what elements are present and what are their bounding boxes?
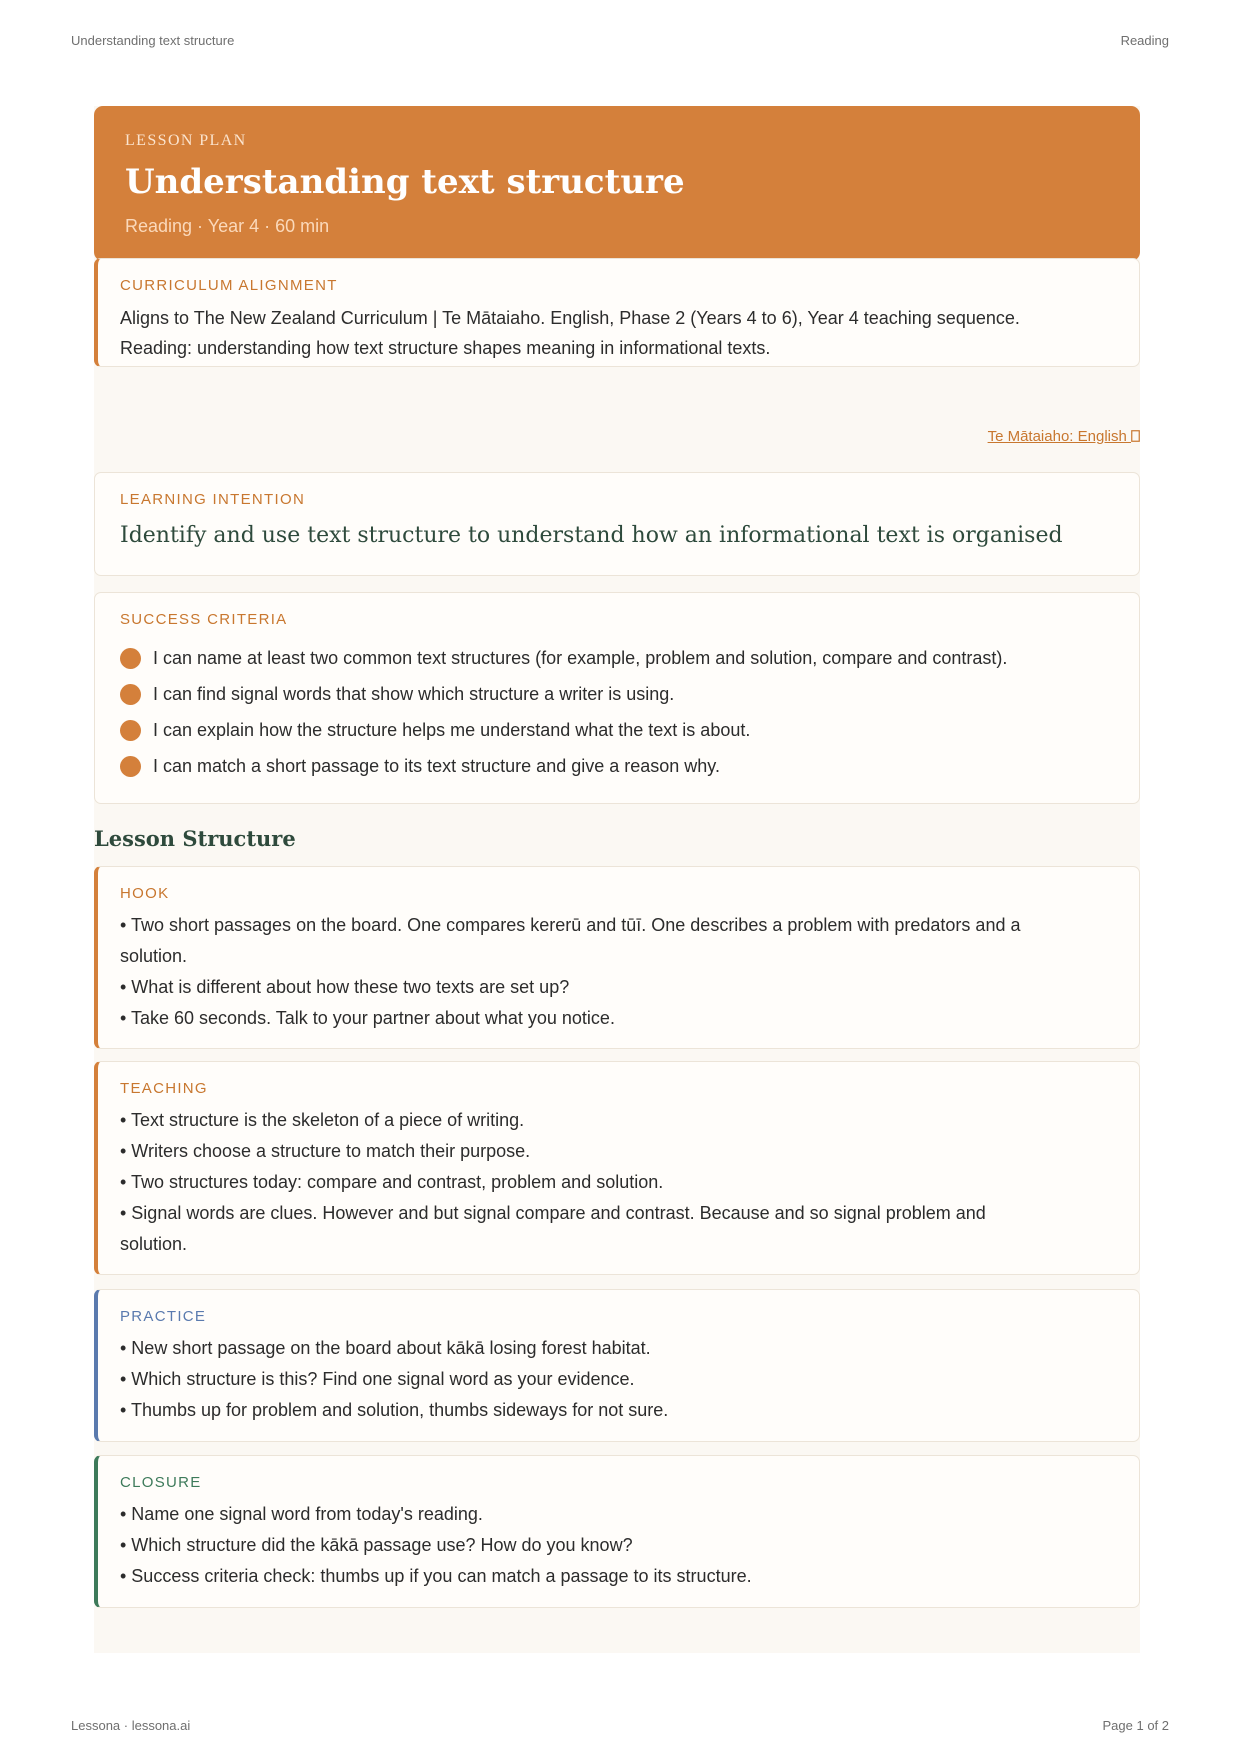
running-footer [71, 1718, 1169, 1733]
practice-line: • New short passage on the board about kākā losing forest habitat. [120, 1338, 651, 1358]
hook-line: • Two short passages on the board. One compares kererū and tūī. One describes a problem with predators and a [120, 915, 1021, 935]
external-link-icon [1131, 430, 1140, 442]
criterion-text: I can name at least two common text structures (for example, problem and solution, compare and contrast). [153, 647, 1008, 668]
page-number: Page 1 of 2 [1102, 1718, 1169, 1733]
closure-line: • Which structure did the kākā passage use? How do you know? [120, 1535, 633, 1555]
success-criteria-list [120, 640, 1115, 784]
practice-line: • Which structure is this? Find one signal word as your evidence. [120, 1369, 635, 1389]
banner-meta: Reading · Year 4 · 60 min [125, 216, 330, 236]
lesson-structure-heading: Lesson Structure [94, 826, 296, 851]
criterion-item [120, 712, 1115, 748]
criterion-text: I can find signal words that show which structure a writer is using. [153, 683, 675, 704]
criterion-text: I can explain how the structure helps me understand what the text is about. [153, 719, 751, 740]
criterion-item [120, 748, 1115, 784]
practice-bullets [120, 1333, 1115, 1426]
practice-card [94, 1289, 1140, 1442]
teaching-line: • Signal words are clues. However and but signal compare and contrast. Because and so signal problem and [120, 1203, 986, 1223]
running-header-title: Understanding text structure [71, 33, 235, 48]
curriculum-text [120, 303, 1115, 363]
learning-intention-card [94, 472, 1140, 576]
hook-label: HOOK [120, 885, 170, 902]
lesson-plan-content [94, 106, 1140, 1653]
curriculum-alignment-card [94, 258, 1140, 367]
learning-intention-label: LEARNING INTENTION [120, 491, 306, 508]
bullet-dot-icon [120, 720, 141, 741]
teaching-label: TEACHING [120, 1080, 208, 1097]
hook-line: solution. [120, 946, 188, 966]
closure-bullets [120, 1499, 1115, 1592]
lesson-banner [94, 106, 1140, 261]
bullet-dot-icon [120, 756, 141, 777]
footer-brand: Lessona · lessona.ai [71, 1718, 191, 1733]
success-criteria-label: SUCCESS CRITERIA [120, 611, 288, 628]
criterion-item [120, 676, 1115, 712]
curriculum-line-1: Aligns to The New Zealand Curriculum | Te Mātaiaho. English, Phase 2 (Years 4 to 6), Year 4 teaching sequence. [120, 308, 1020, 328]
closure-label: CLOSURE [120, 1474, 202, 1491]
closure-line: • Name one signal word from today's reading. [120, 1504, 483, 1524]
curriculum-label: CURRICULUM ALIGNMENT [120, 277, 338, 294]
curriculum-link-row [988, 428, 1140, 445]
bullet-dot-icon [120, 684, 141, 705]
running-header-subject: Reading [1120, 33, 1169, 48]
practice-line: • Thumbs up for problem and solution, thumbs sideways for not sure. [120, 1400, 669, 1420]
teaching-line: • Two structures today: compare and contrast, problem and solution. [120, 1172, 664, 1192]
success-criteria-card [94, 592, 1140, 804]
teaching-line: • Text structure is the skeleton of a piece of writing. [120, 1110, 525, 1130]
hook-line: • Take 60 seconds. Talk to your partner about what you notice. [120, 1008, 615, 1028]
curriculum-line-2: Reading: understanding how text structure shapes meaning in informational texts. [120, 338, 771, 358]
hook-line: • What is different about how these two texts are set up? [120, 977, 570, 997]
teaching-card [94, 1061, 1140, 1275]
bullet-dot-icon [120, 648, 141, 669]
criterion-item [120, 640, 1115, 676]
criterion-text: I can match a short passage to its text structure and give a reason why. [153, 755, 720, 776]
hook-card [94, 866, 1140, 1049]
teaching-bullets [120, 1105, 1115, 1260]
page-title: Understanding text structure [125, 162, 685, 202]
running-header [71, 33, 1169, 48]
closure-line: • Success criteria check: thumbs up if you can match a passage to its structure. [120, 1566, 752, 1586]
closure-card [94, 1455, 1140, 1608]
hook-bullets [120, 910, 1115, 1034]
teaching-line: solution. [120, 1234, 188, 1254]
banner-eyebrow: LESSON PLAN [125, 132, 247, 149]
teaching-line: • Writers choose a structure to match their purpose. [120, 1141, 531, 1161]
learning-intention-text: Identify and use text structure to understand how an informational text is organised [120, 523, 1063, 548]
practice-label: PRACTICE [120, 1308, 207, 1325]
curriculum-link-label: Te Mātaiaho: English [987, 428, 1131, 445]
curriculum-link[interactable] [988, 428, 1140, 445]
